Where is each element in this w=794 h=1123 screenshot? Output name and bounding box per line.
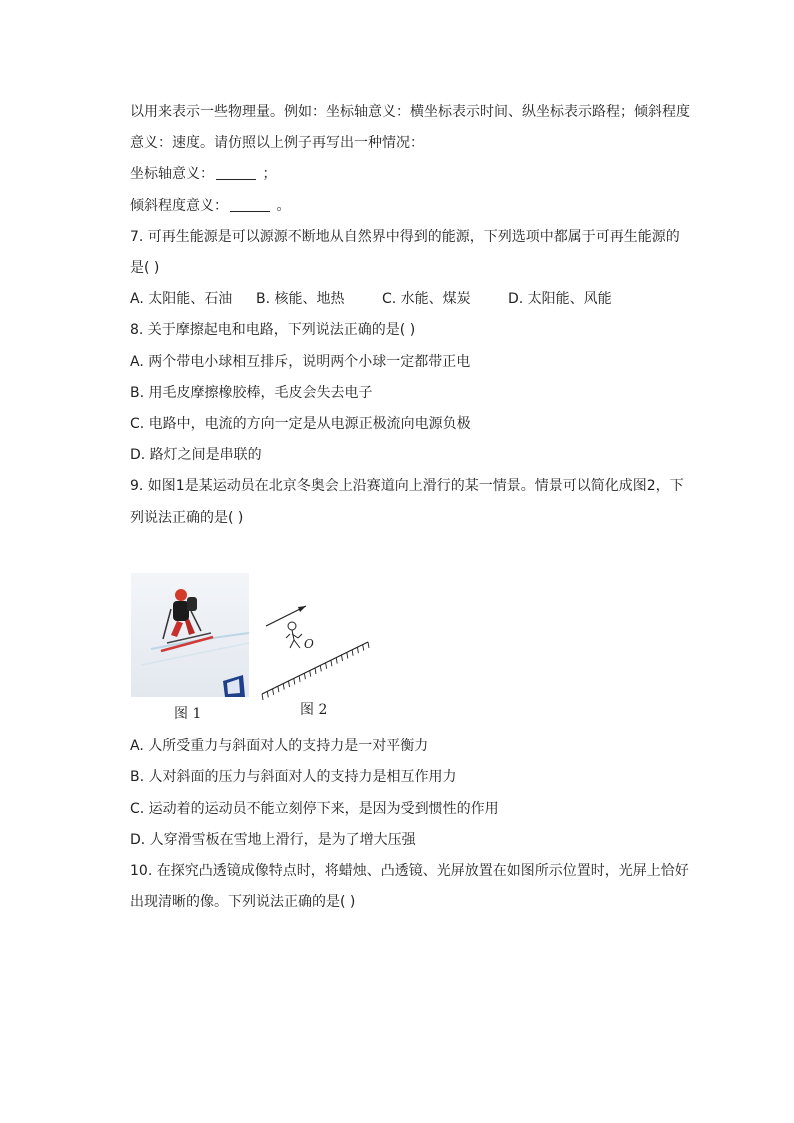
q8-option-a: A. 两个带电小球相互排斥，说明两个小球一定都带正电 <box>130 354 471 370</box>
incline-hatch <box>273 689 274 695</box>
incline-hatch <box>299 676 300 682</box>
incline-hatch <box>267 691 268 697</box>
incline-hatch <box>304 673 305 679</box>
incline-hatch <box>326 663 327 669</box>
figure-2-label-o: O <box>304 637 314 651</box>
q9-stem-2: 列说法正确的是( ) <box>130 510 244 526</box>
incline-hatch <box>310 671 311 677</box>
q7-stem-2: 是( ) <box>130 260 160 276</box>
axis-end: ； <box>262 166 277 182</box>
skier-illustration <box>131 573 249 697</box>
figure-1-caption: 图 1 <box>174 706 202 722</box>
q9-option-d: D. 人穿滑雪板在雪地上滑行，是为了增大压强 <box>130 832 416 848</box>
q9-option-b: B. 人对斜面的压力与斜面对人的支持力是相互作用力 <box>130 769 457 785</box>
slope-answer-line <box>130 196 290 216</box>
axis-label: 坐标轴意义： <box>130 166 214 182</box>
q7-option-b: B. 核能、地热 <box>256 291 345 307</box>
q8-stem: 8. 关于摩擦起电和电路，下列说法正确的是( ) <box>130 322 416 338</box>
incline-hatch <box>342 655 343 661</box>
q10-stem-2: 出现清晰的像。下列说法正确的是( ) <box>130 894 356 910</box>
intro-line-2: 意义：速度。请仿照以上例子再写出一种情况： <box>130 135 424 151</box>
incline-hatch <box>278 686 279 692</box>
figure-1-skier-photo <box>131 573 249 697</box>
incline-hatch <box>289 681 290 687</box>
slope-blank[interactable] <box>230 197 270 212</box>
incline-hatch <box>315 668 316 674</box>
q10-stem-1: 10. 在探究凸透镜成像特点时，将蜡烛、凸透镜、光屏放置在如图所示位置时，光屏上恰好 <box>130 863 689 879</box>
q8-option-d: D. 路灯之间是串联的 <box>130 447 262 463</box>
slope-end: 。 <box>276 198 291 214</box>
incline-hatch <box>363 645 364 651</box>
q8-option-b: B. 用毛皮摩擦橡胶棒，毛皮会失去电子 <box>130 385 373 401</box>
incline-hatch <box>336 658 337 664</box>
figure-2-caption: 图 2 <box>300 702 328 718</box>
q7-stem-1: 7. 可再生能源是可以源源不断地从自然界中得到的能源，下列选项中都属于可再生能源的 <box>130 229 680 245</box>
incline-hatch <box>347 652 348 658</box>
axis-blank[interactable] <box>216 165 256 180</box>
intro-line-1: 以用来表示一些物理量。例如：坐标轴意义：横坐标表示时间、纵坐标表示路程；倾斜程度 <box>130 104 690 120</box>
incline-hatch <box>262 694 263 700</box>
incline-hatch <box>331 660 332 666</box>
q7-option-c: C. 水能、煤炭 <box>382 291 471 307</box>
incline-hatch <box>357 647 358 653</box>
incline-hatch <box>283 684 284 690</box>
q9-option-a: A. 人所受重力与斜面对人的支持力是一对平衡力 <box>130 738 429 754</box>
q9-option-c: C. 运动着的运动员不能立刻停下来，是因为受到惯性的作用 <box>130 801 499 817</box>
axis-answer-line <box>130 164 276 184</box>
q8-option-c: C. 电路中，电流的方向一定是从电源正极流向电源负极 <box>130 416 471 432</box>
q9-stem-1: 9. 如图1是某运动员在北京冬奥会上沿赛道向上滑行的某一情景。情景可以简化成图2，下 <box>130 478 684 494</box>
incline-hatch <box>352 650 353 656</box>
incline-hatch <box>294 678 295 684</box>
q7-option-d: D. 太阳能、风能 <box>508 291 612 307</box>
figure-2-incline-diagram <box>254 598 374 702</box>
q7-options <box>130 289 612 309</box>
incline-hatch <box>320 665 321 671</box>
q7-option-a: A. 太阳能、石油 <box>130 291 233 307</box>
slope-label: 倾斜程度意义： <box>130 198 228 214</box>
incline-hatch <box>368 642 369 648</box>
